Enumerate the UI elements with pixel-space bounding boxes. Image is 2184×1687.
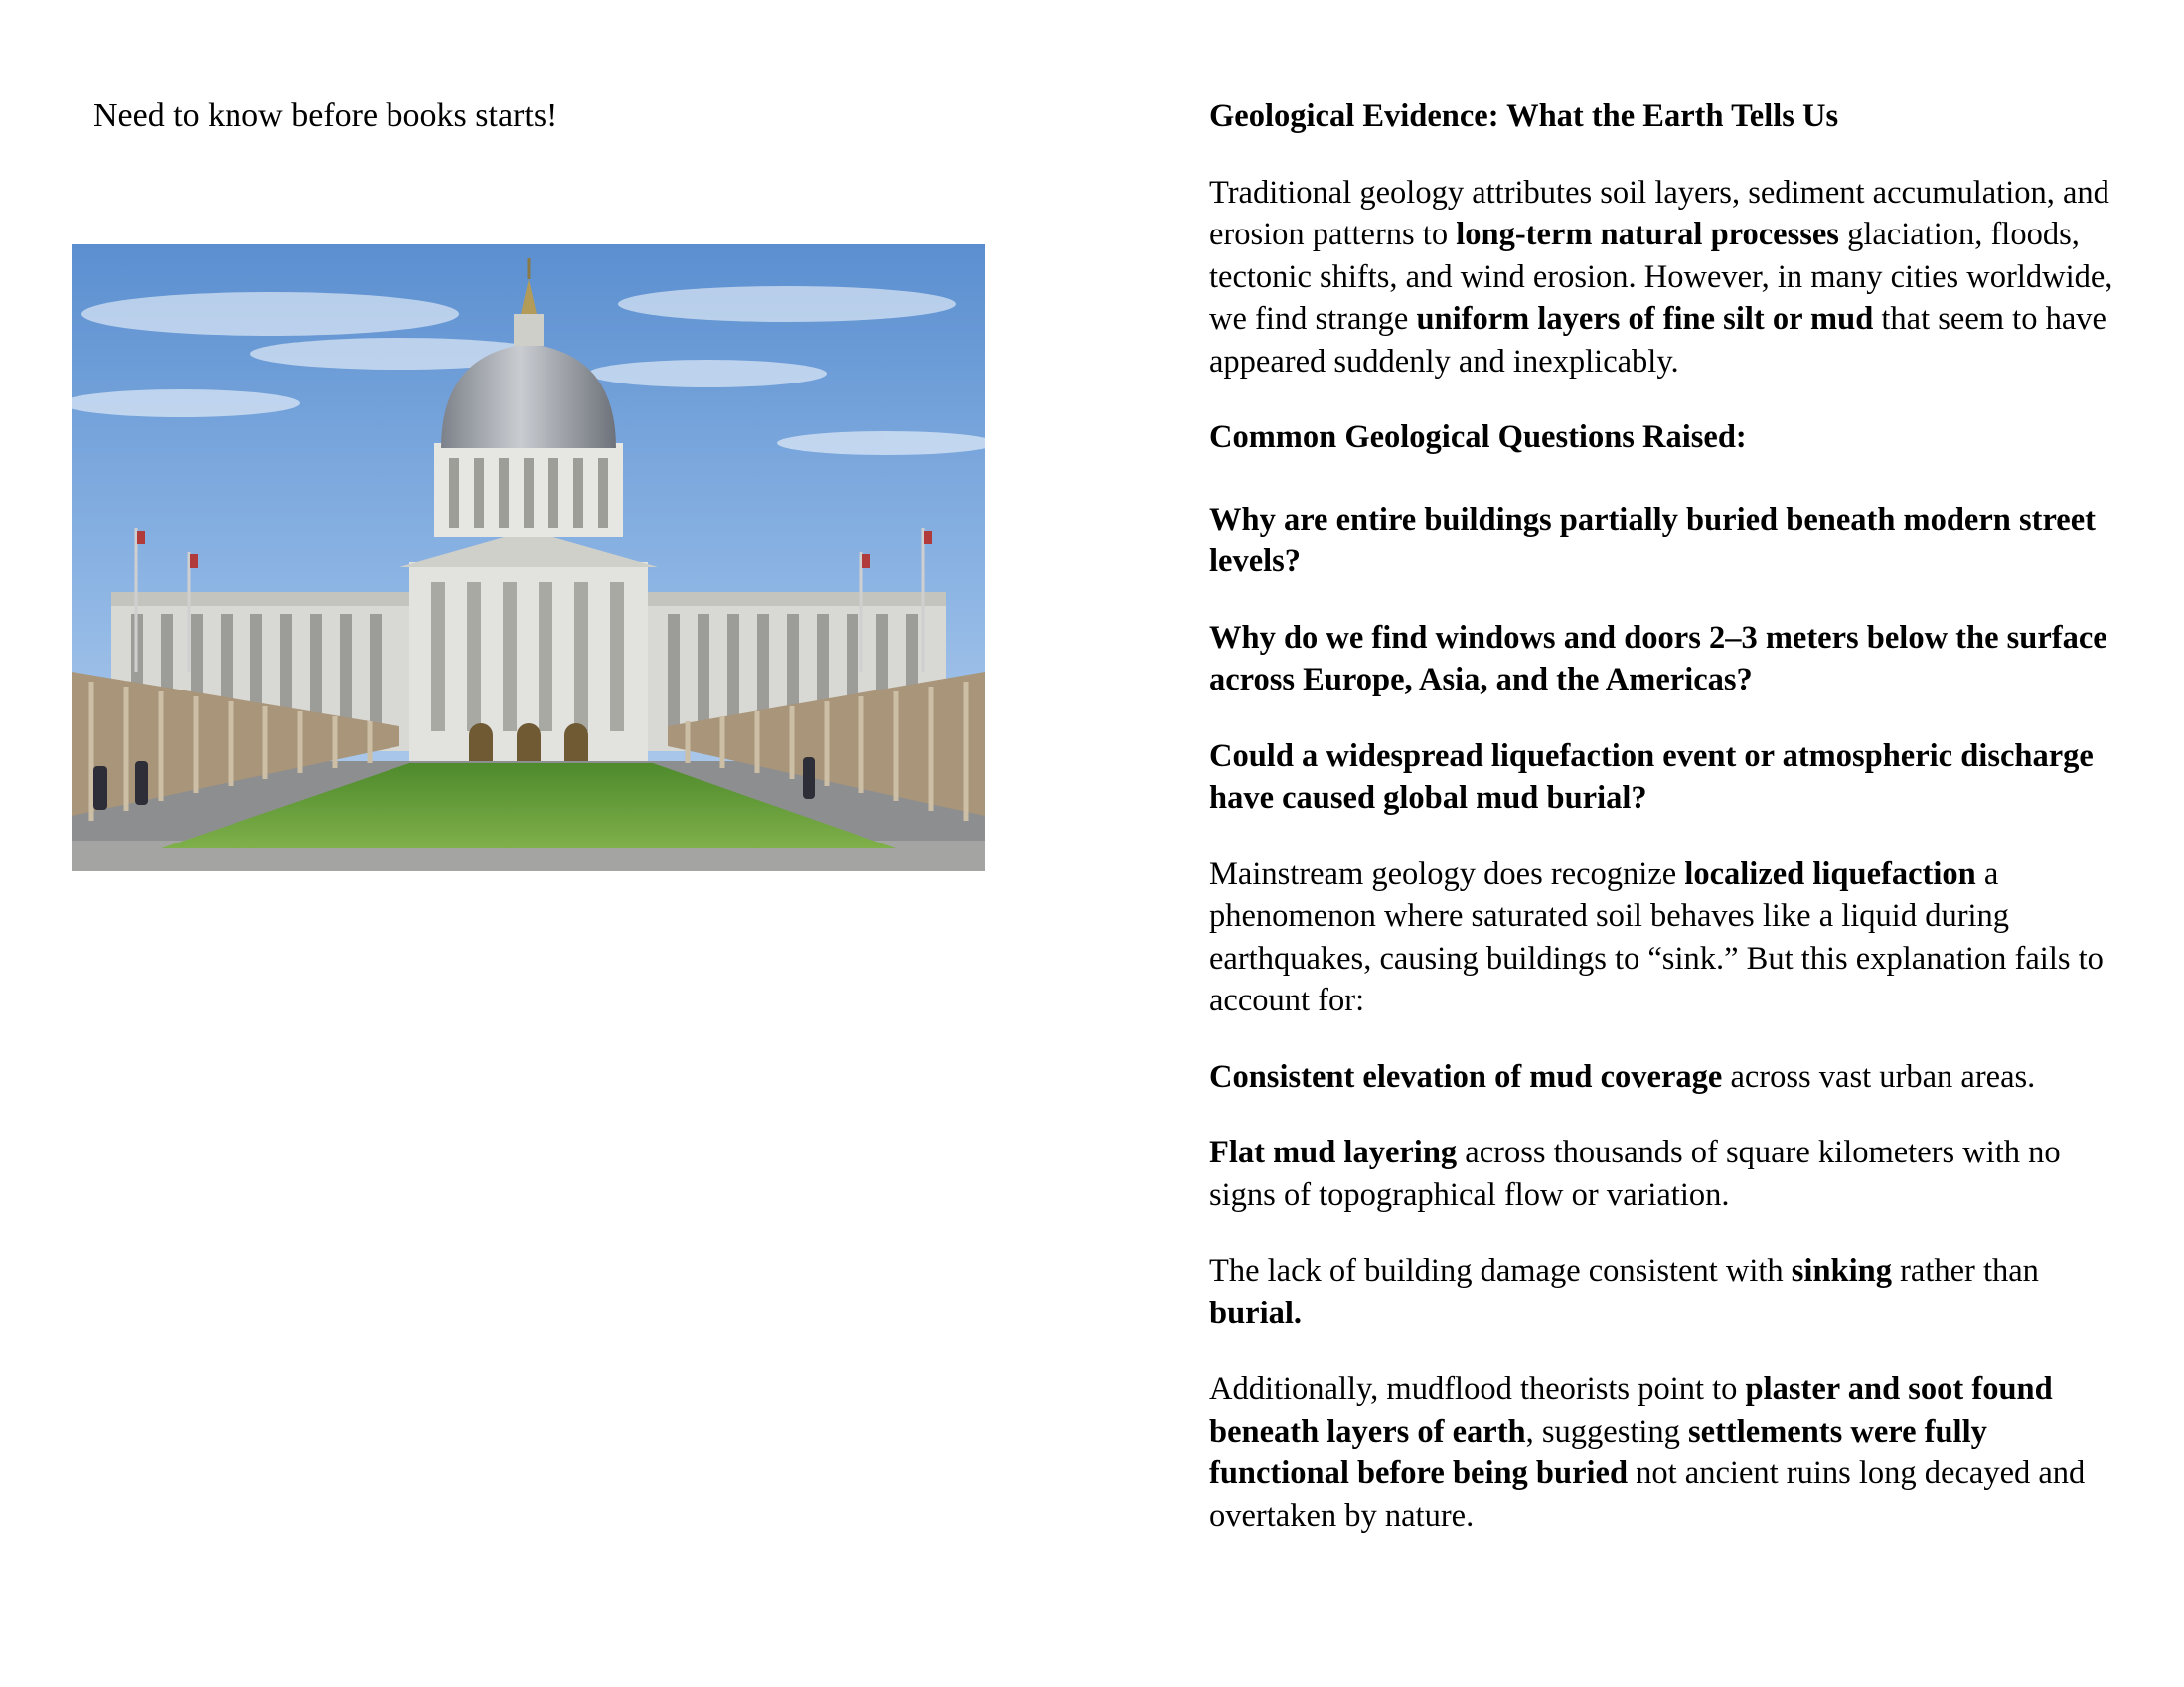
- point-flat-layering: Flat mud layering across thousands of square kilometers with no signs of topographical flow or variation.: [1209, 1135, 2061, 1213]
- right-page: [1092, 0, 2184, 1687]
- mainstream-paragraph: Mainstream geology does recognize localized liquefaction a phenomenon where saturated soil behaves like a liquid during earthquakes, causing buildings to “sink.” But this explanation fails to account for:: [1209, 855, 2104, 1018]
- intro-paragraph: Traditional geology attributes soil layers, sediment accumulation, and erosion patterns to long-term natural processes glaciation, floods, tectonic shifts, and wind erosion. However, in many cities worldwide, we find strange uniform layers of fine silt or mud that seem to have appeared suddenly and inexplicably.: [1209, 174, 2113, 380]
- point-elevation: Consistent elevation of mud coverage across vast urban areas.: [1209, 1058, 2036, 1095]
- section-heading: Geological Evidence: What the Earth Tells Us: [1209, 98, 1839, 134]
- left-page-note: Need to know before books starts!: [93, 97, 558, 134]
- question-item: Why are entire buildings partially buried beneath modern street levels?: [1209, 501, 2096, 579]
- point-building-damage: The lack of building damage consistent with sinking rather than burial.: [1209, 1253, 2039, 1331]
- city-hall-illustration: [72, 244, 985, 871]
- questions-heading: Common Geological Questions Raised:: [1209, 419, 1747, 455]
- question-item: Could a widespread liquefaction event or atmospheric discharge have caused global mud burial?: [1209, 737, 2094, 816]
- city-hall-photo: [72, 244, 985, 871]
- article-column: [1209, 95, 2123, 1571]
- question-item: Why do we find windows and doors 2–3 meters below the surface across Europe, Asia, and the Americas?: [1209, 619, 2107, 697]
- closing-paragraph: Additionally, mudflood theorists point to plaster and soot found beneath layers of earth, suggesting settlements were fully functional before being buried not ancient ruins long decayed and overtaken by nature.: [1209, 1371, 2086, 1534]
